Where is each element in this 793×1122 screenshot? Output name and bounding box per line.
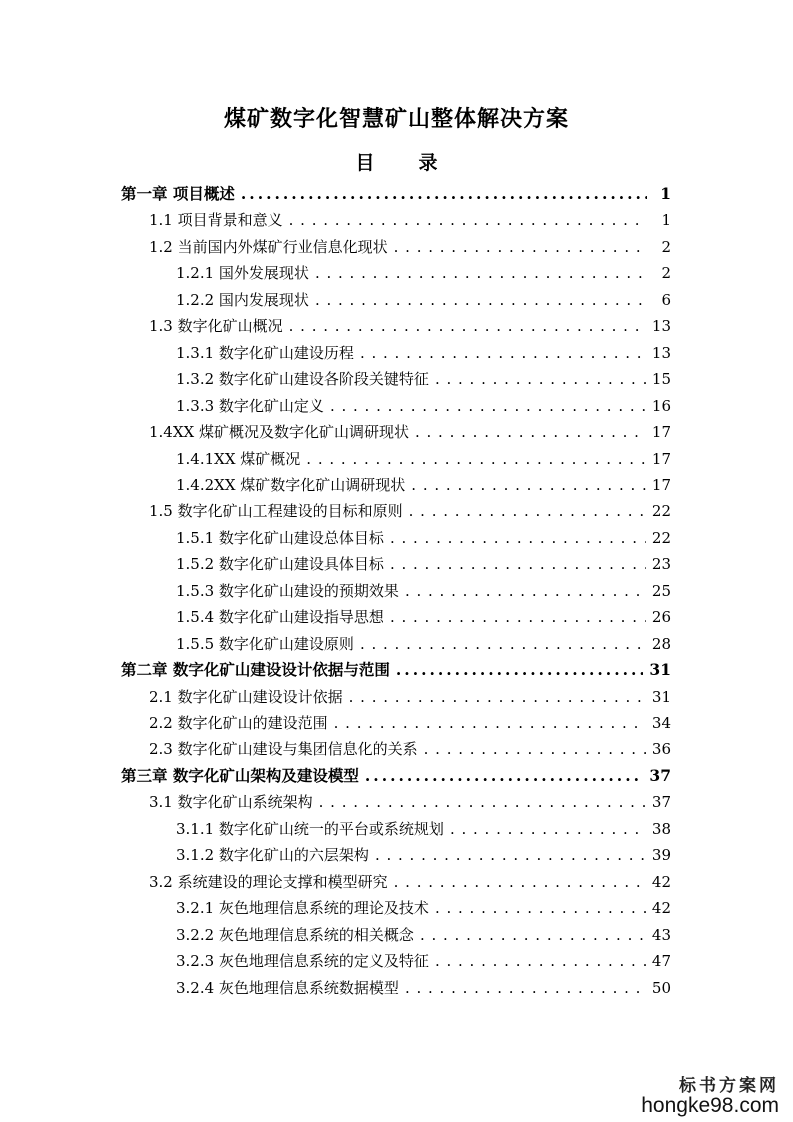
toc-entry-title: 1.5.3 数字化矿山建设的预期效果	[176, 581, 399, 600]
toc-entry-page: 17	[651, 423, 671, 442]
toc-entry[interactable]	[176, 948, 671, 974]
toc-leader-dots	[289, 313, 646, 339]
toc-leader-dots	[405, 975, 646, 1001]
toc-entry-page: 13	[651, 317, 671, 336]
toc-leader-dots	[411, 472, 646, 498]
toc-leader-dots	[394, 869, 646, 895]
toc-entry-page: 38	[651, 819, 671, 838]
toc-entry[interactable]	[149, 710, 671, 736]
toc-leader-dots	[390, 551, 646, 577]
toc-entry[interactable]	[176, 366, 671, 392]
toc-leader-dots	[390, 525, 646, 551]
toc-entry-title: 第二章 数字化矿山建设设计依据与范围	[121, 660, 390, 680]
toc-entry-title: 1.4.2XX 煤矿数字化矿山调研现状	[176, 475, 406, 494]
toc-entry[interactable]	[176, 578, 671, 604]
toc-entry[interactable]	[176, 287, 671, 313]
toc-entry[interactable]	[149, 313, 671, 339]
toc-entry-title: 1.2.2 国内发展现状	[176, 290, 309, 309]
toc-entry[interactable]	[176, 340, 671, 366]
toc-entry-page: 22	[651, 528, 671, 547]
toc-entry-title: 3.1 数字化矿山系统架构	[149, 793, 313, 812]
toc-entry-title: 1.2 当前国内外煤矿行业信息化现状	[149, 237, 388, 256]
toc-entry[interactable]	[176, 446, 671, 472]
toc-entry[interactable]	[176, 525, 671, 551]
toc-leader-dots	[409, 498, 646, 524]
toc-leader-dots	[435, 895, 646, 921]
toc-entry[interactable]	[176, 922, 671, 948]
toc-heading-char-2: 录	[418, 152, 438, 174]
toc-entry-title: 3.2.3 灰色地理信息系统的定义及特征	[176, 952, 429, 971]
toc-entry[interactable]	[176, 393, 671, 419]
toc-entry-page: 17	[651, 449, 671, 468]
toc-entry-title: 2.1 数字化矿山建设设计依据	[149, 687, 343, 706]
toc-entry-title: 1.4.1XX 煤矿概况	[176, 449, 301, 468]
toc-entry[interactable]	[121, 181, 671, 207]
toc-leader-dots	[289, 207, 647, 233]
toc-entry-page: 26	[651, 608, 671, 627]
toc-leader-dots	[365, 763, 644, 789]
toc-entry-page: 13	[651, 343, 671, 362]
toc-entry[interactable]	[149, 869, 671, 895]
toc-leader-dots	[424, 736, 646, 762]
watermark	[641, 1071, 779, 1118]
toc-entry-page: 39	[651, 846, 671, 865]
toc-entry-title: 1.5.1 数字化矿山建设总体目标	[176, 528, 384, 547]
toc-entry-page: 31	[651, 687, 671, 706]
toc-entry-title: 3.2 系统建设的理论支撑和模型研究	[149, 872, 388, 891]
toc-entry-page: 16	[651, 396, 671, 415]
toc-entry-title: 1.5.2 数字化矿山建设具体目标	[176, 555, 384, 574]
toc-entry[interactable]	[176, 816, 671, 842]
toc-entry[interactable]	[149, 419, 671, 445]
toc-entry-title: 1.3.1 数字化矿山建设历程	[176, 343, 354, 362]
toc-entry-title: 3.1.1 数字化矿山统一的平台或系统规划	[176, 819, 444, 838]
toc-entry-title: 1.5.5 数字化矿山建设原则	[176, 634, 354, 653]
toc-entry-title: 3.2.4 灰色地理信息系统数据模型	[176, 978, 399, 997]
toc-entry[interactable]	[176, 975, 671, 1001]
toc-leader-dots	[315, 287, 647, 313]
toc-entry-page: 50	[651, 978, 671, 997]
toc-entry-title: 1.1 项目背景和意义	[149, 211, 283, 230]
toc-entry[interactable]	[176, 551, 671, 577]
toc-entry-page: 42	[651, 899, 671, 918]
toc-entry-title: 2.3 数字化矿山建设与集团信息化的关系	[149, 740, 418, 759]
toc-entry[interactable]	[176, 895, 671, 921]
toc-entry[interactable]	[149, 498, 671, 524]
toc-entry[interactable]	[149, 736, 671, 762]
toc-entry-page: 17	[651, 475, 671, 494]
toc-entry-page: 31	[649, 660, 671, 680]
toc-entry-page: 43	[651, 925, 671, 944]
toc-entry[interactable]	[121, 657, 671, 683]
toc-entry[interactable]	[176, 604, 671, 630]
toc-leader-dots	[330, 393, 646, 419]
toc-entry-page: 36	[651, 740, 671, 759]
toc-entry-title: 1.3.3 数字化矿山定义	[176, 396, 324, 415]
toc-entry-title: 1.2.1 国外发展现状	[176, 264, 309, 283]
toc-entry[interactable]	[149, 207, 671, 233]
toc-leader-dots	[319, 789, 646, 815]
toc-entry-title: 3.2.2 灰色地理信息系统的相关概念	[176, 925, 414, 944]
toc-leader-dots	[360, 631, 646, 657]
toc-leader-dots	[306, 446, 646, 472]
toc-entry-page: 34	[651, 714, 671, 732]
watermark-site-name: 标书方案网	[679, 1076, 779, 1096]
toc-entry[interactable]	[176, 260, 671, 286]
toc-entry-title: 第三章 数字化矿山架构及建设模型	[121, 765, 359, 785]
toc-entry[interactable]	[121, 763, 671, 789]
toc-entry-page: 47	[651, 952, 671, 971]
toc-entry-title: 1.5.4 数字化矿山建设指导思想	[176, 608, 384, 627]
toc-entry-title: 1.3.2 数字化矿山建设各阶段关键特征	[176, 370, 429, 389]
toc-entry-title: 1.5 数字化矿山工程建设的目标和原则	[149, 502, 403, 521]
toc-entry-page: 23	[651, 555, 671, 574]
toc-entry-title: 3.1.2 数字化矿山的六层架构	[176, 846, 369, 865]
toc-entry-title: 3.2.1 灰色地理信息系统的理论及技术	[176, 899, 429, 918]
toc-leader-dots	[450, 816, 646, 842]
toc-entry[interactable]	[149, 684, 671, 710]
toc-entry-page: 22	[651, 502, 671, 521]
watermark-url: hongke98.com	[641, 1094, 779, 1117]
toc-leader-dots	[435, 366, 646, 392]
toc-entry-page: 2	[661, 237, 671, 256]
toc-entry[interactable]	[149, 789, 671, 815]
toc-leader-dots	[241, 181, 647, 207]
toc-entry-title: 1.3 数字化矿山概况	[149, 317, 283, 336]
page-title: 煤矿数字化智慧矿山整体解决方案	[223, 106, 569, 132]
toc-leader-dots	[390, 604, 646, 630]
toc-entry-title: 第一章 项目概述	[121, 184, 235, 203]
toc-leader-dots	[394, 234, 647, 260]
toc-entry[interactable]	[176, 842, 671, 868]
toc-leader-dots	[396, 657, 644, 683]
toc-entry-page: 42	[651, 872, 671, 891]
toc-heading-char-1: 目	[355, 152, 375, 174]
toc-entry-title: 2.2 数字化矿山的建设范围	[149, 714, 328, 732]
toc-entry-page: 2	[661, 264, 671, 283]
toc-leader-dots	[405, 578, 646, 604]
toc-entry-page: 1	[660, 184, 671, 203]
toc-entry[interactable]	[149, 234, 671, 260]
toc-leader-dots	[435, 948, 646, 974]
toc-leader-dots	[375, 842, 646, 868]
toc-entry-page: 25	[651, 581, 671, 600]
toc-entry-page: 37	[649, 765, 671, 785]
toc-entry-page: 37	[651, 793, 671, 812]
toc-entry[interactable]	[176, 472, 671, 498]
toc-entry-page: 6	[661, 290, 671, 309]
toc-entry[interactable]	[176, 631, 671, 657]
toc-leader-dots	[315, 260, 647, 286]
toc-leader-dots	[360, 340, 646, 366]
toc-heading	[0, 148, 793, 175]
toc-entry-title: 1.4XX 煤矿概况及数字化矿山调研现状	[149, 423, 409, 442]
toc-leader-dots	[420, 922, 646, 948]
toc-entry-page: 1	[661, 211, 671, 230]
toc-leader-dots	[334, 710, 646, 736]
toc-entry-page: 15	[651, 370, 671, 389]
toc-entry-page: 28	[651, 634, 671, 653]
toc-leader-dots	[415, 419, 646, 445]
toc-leader-dots	[349, 684, 646, 710]
